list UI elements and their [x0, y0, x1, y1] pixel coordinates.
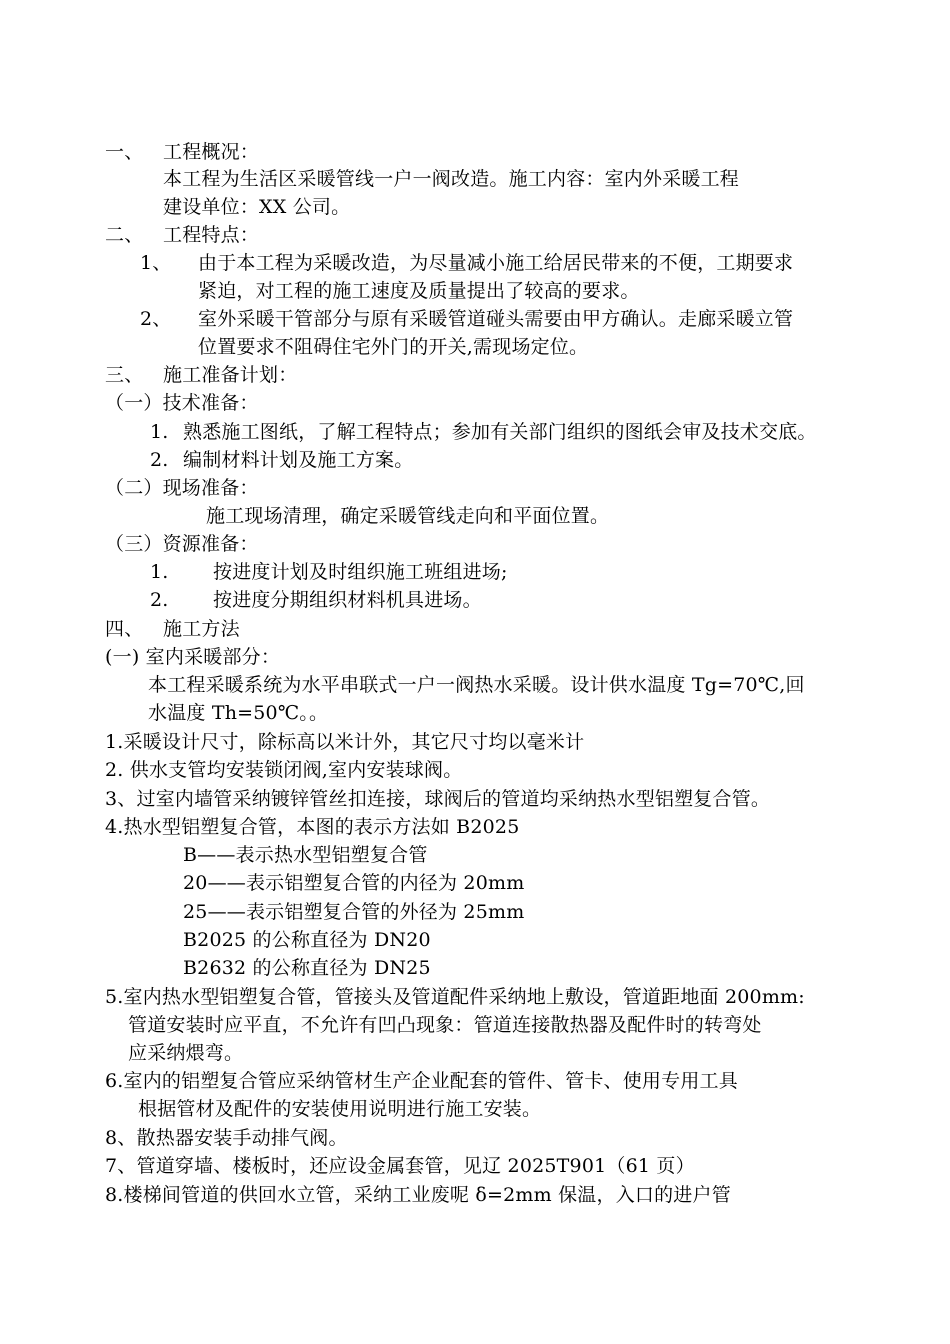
paragraph-line: 根据管材及配件的安装使用说明进行施工安装。 [138, 1098, 542, 1120]
subsection-heading: （一）技术准备： [105, 392, 259, 414]
section-4-number: 四、 [105, 618, 144, 640]
list-item-number: 1. [150, 421, 169, 443]
list-item-text: 室外采暖干管部分与原有采暖管道碰头需要由甲方确认。走廊采暖立管 [198, 308, 794, 330]
numbered-note: 3、过室内墙管采纳镀锌管丝扣连接，球阀后的管道均采纳热水型铝塑复合管。 [105, 788, 771, 810]
paragraph-line: 建设单位：XX 公司。 [163, 196, 351, 218]
section-1-heading: 工程概况： [163, 141, 260, 163]
paragraph-line: 管道安装时应平直，不允许有凹凸现象：管道连接散热器及配件时的转弯处 [128, 1014, 762, 1036]
section-4-heading: 施工方法 [163, 618, 240, 640]
subsection-heading: （三）资源准备： [105, 533, 259, 555]
list-item-number: 1、 [140, 252, 172, 274]
definition-line: B2632 的公称直径为 DN25 [183, 957, 431, 979]
list-item-text: 按进度分期组织材料机具进场。 [213, 589, 482, 611]
list-item-number: 1. [150, 561, 169, 583]
numbered-note: 8.楼梯间管道的供回水立管，采纳工业废呢 δ=2mm 保温，入口的进户管 [105, 1184, 731, 1206]
section-3-heading: 施工准备计划： [163, 364, 298, 386]
list-item-text: 按进度计划及时组织施工班组进场; [213, 561, 508, 583]
paragraph-line: 施工现场清理，确定采暖管线走向和平面位置。 [206, 505, 610, 527]
section-2-heading: 工程特点： [163, 224, 260, 246]
paragraph-line: 应采纳煨弯。 [128, 1042, 244, 1064]
section-3-number: 三、 [105, 364, 144, 386]
definition-line: 20——表示铝塑复合管的内径为 20mm [183, 872, 525, 894]
definition-line: B2025 的公称直径为 DN20 [183, 929, 431, 951]
subsection-heading: （二）现场准备： [105, 477, 259, 499]
list-item-text: 熟悉施工图纸，了解工程特点；参加有关部门组织的图纸会审及技术交底。 [183, 421, 817, 443]
numbered-note: 8、散热器安装手动排气阀。 [105, 1127, 348, 1149]
list-item-text: 紧迫，对工程的施工速度及质量提出了较高的要求。 [198, 280, 640, 302]
definition-line: B——表示热水型铝塑复合管 [183, 844, 428, 866]
numbered-note: 5.室内热水型铝塑复合管，管接头及管道配件采纳地上敷设，管道距地面 200mm: [105, 986, 805, 1008]
list-item-number: 2. [150, 449, 169, 471]
numbered-note: 4.热水型铝塑复合管，本图的表示方法如 B2025 [105, 816, 520, 838]
numbered-note: 2. 供水支管均安装锁闭阀,室内安装球阀。 [105, 759, 463, 781]
list-item-text: 位置要求不阻碍住宅外门的开关,需现场定位。 [198, 336, 589, 358]
paragraph-line: 本工程为生活区采暖管线一户一阀改造。施工内容：室内外采暖工程 [163, 168, 740, 190]
numbered-note: 6.室内的铝塑复合管应采纳管材生产企业配套的管件、管卡、使用专用工具 [105, 1070, 738, 1092]
section-2-number: 二、 [105, 224, 144, 246]
section-1-number: 一、 [105, 141, 144, 163]
definition-line: 25——表示铝塑复合管的外径为 25mm [183, 901, 525, 923]
numbered-note: 1.采暖设计尺寸，除标高以米计外，其它尺寸均以毫米计 [105, 731, 585, 753]
paragraph-line: 水温度 Th=50℃。。 [148, 702, 329, 724]
list-item-number: 2. [150, 589, 169, 611]
list-item-text: 由于本工程为采暖改造，为尽量减小施工给居民带来的不便，工期要求 [198, 252, 794, 274]
list-item-text: 编制材料计划及施工方案。 [183, 449, 414, 471]
numbered-note: 7、管道穿墙、楼板时，还应设金属套管，见辽 2025T901（61 页） [105, 1155, 695, 1177]
list-item-number: 2、 [140, 308, 172, 330]
paragraph-line: 本工程采暖系统为水平串联式一户一阀热水采暖。设计供水温度 Tg=70℃,回 [148, 674, 805, 696]
subsection-heading: (一) 室内采暖部分： [105, 646, 281, 668]
